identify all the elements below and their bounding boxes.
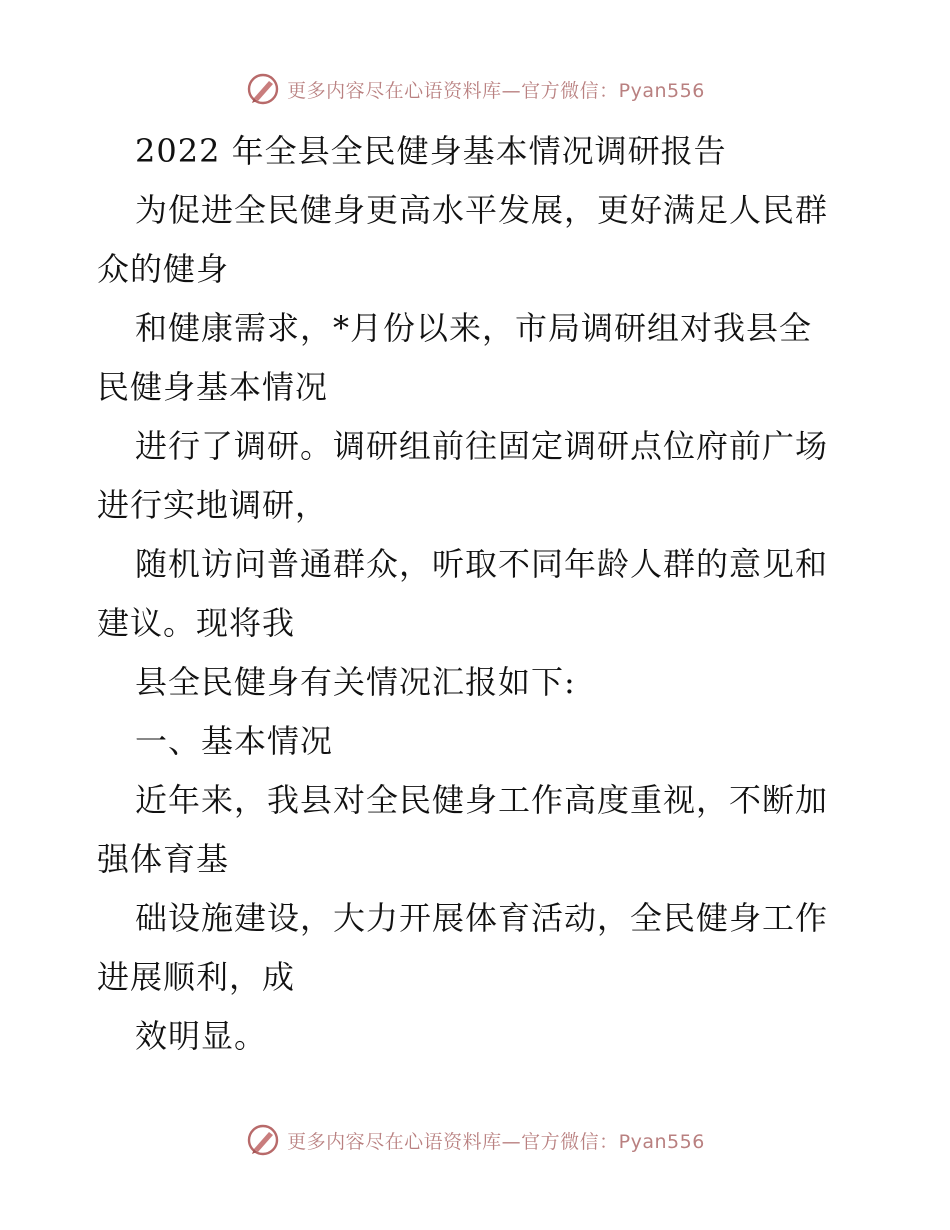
pen-logo-icon xyxy=(245,1123,281,1157)
doc-line: 和健康需求，*月份以来，市局调研组对我县全 xyxy=(135,309,813,347)
pen-logo-icon xyxy=(245,72,281,106)
doc-line: 强体育基 xyxy=(97,840,230,878)
doc-line: 随机访问普通群众，听取不同年龄人群的意见和 xyxy=(135,545,829,583)
doc-line: 民健身基本情况 xyxy=(97,368,329,406)
doc-title: 2022 年全县全民健身基本情况调研报告 xyxy=(135,132,727,170)
doc-line: 进展顺利，成 xyxy=(97,958,296,996)
doc-line: 众的健身 xyxy=(97,250,230,288)
doc-line: 为促进全民健身更高水平发展，更好满足人民群 xyxy=(135,191,829,229)
doc-line: 进行实地调研， xyxy=(97,486,329,524)
watermark-footer xyxy=(0,1123,950,1157)
doc-line: 础设施建设，大力开展体育活动，全民健身工作 xyxy=(135,899,829,937)
document-body xyxy=(97,122,857,1066)
watermark-text: 更多内容尽在心语资料库—官方微信：Pyan556 xyxy=(287,79,705,102)
doc-line: 进行了调研。调研组前往固定调研点位府前广场 xyxy=(135,427,829,465)
watermark-text: 更多内容尽在心语资料库—官方微信：Pyan556 xyxy=(287,1130,705,1153)
doc-line: 县全民健身有关情况汇报如下: xyxy=(135,663,576,701)
doc-line: 建议。现将我 xyxy=(97,604,296,642)
section-heading: 一、基本情况 xyxy=(135,722,334,760)
doc-line: 效明显。 xyxy=(135,1017,268,1055)
doc-line: 近年来，我县对全民健身工作高度重视，不断加 xyxy=(135,781,829,819)
watermark-header xyxy=(0,72,950,106)
